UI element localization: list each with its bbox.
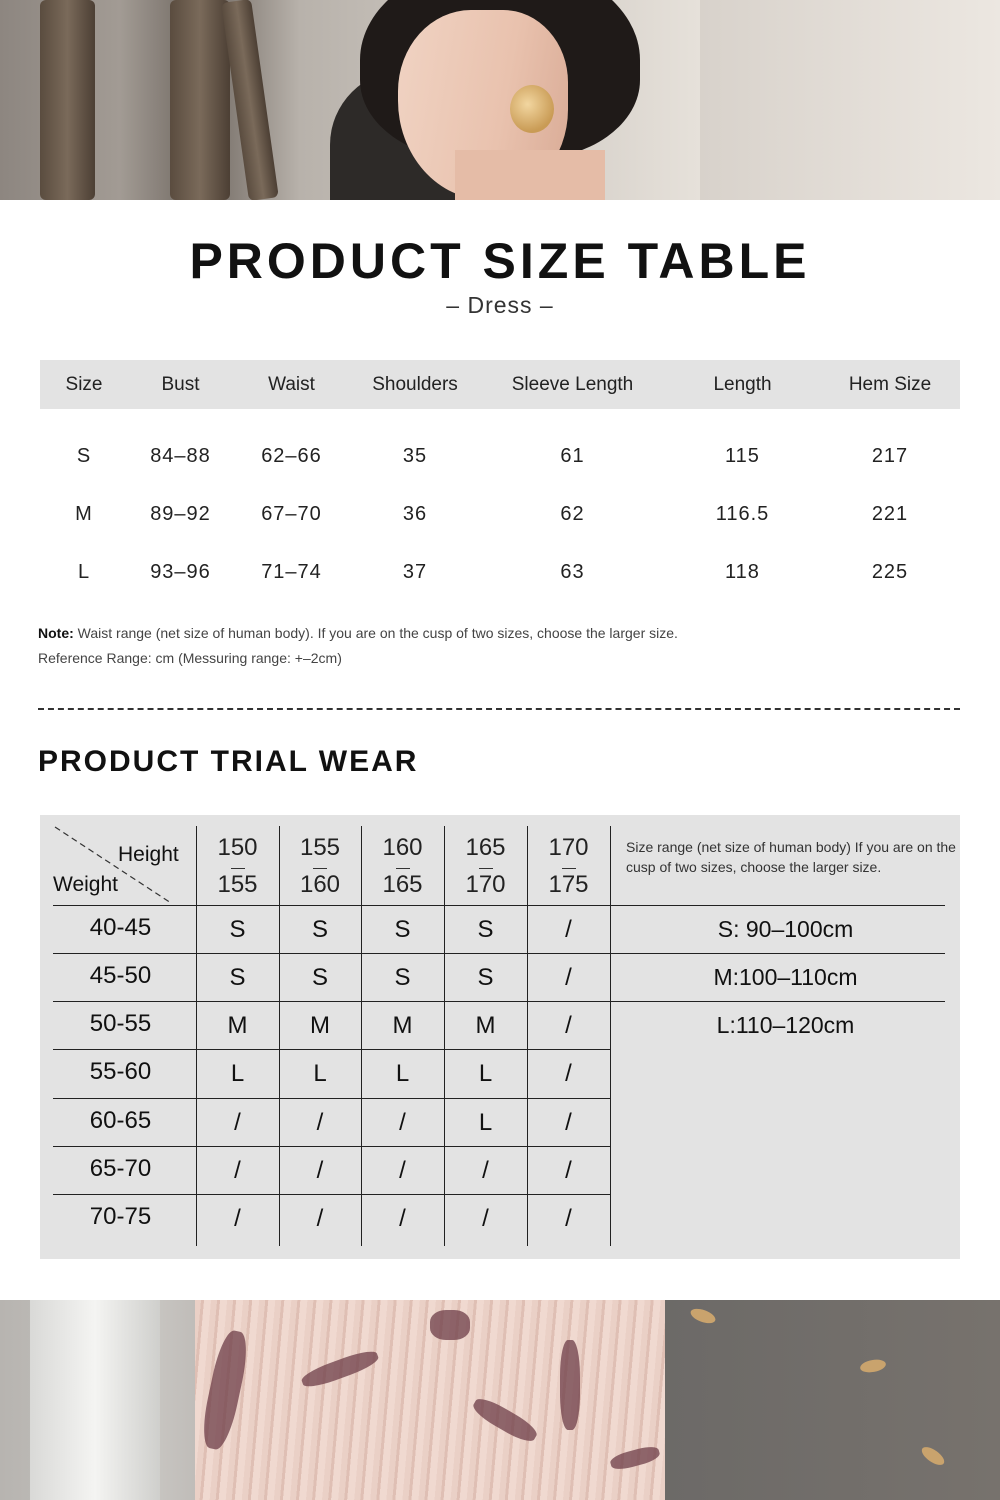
size-recommendation-cell: / <box>234 1157 241 1184</box>
bust-range-value: L:110–120cm <box>716 1012 855 1038</box>
height-range-bottom: 170 <box>465 871 506 898</box>
size-table-subtitle: – Dress – <box>446 292 554 318</box>
table-cell: 67–70 <box>261 502 322 525</box>
table-cell: 62 <box>560 502 585 525</box>
size-recommendation-cell: / <box>316 1109 324 1136</box>
size-recommendation-cell: S <box>311 916 328 943</box>
size-recommendation-cell: / <box>399 1205 406 1232</box>
height-range-bottom: 165 <box>382 871 423 898</box>
size-recommendation-cell: S <box>229 916 246 943</box>
weight-range-label: 65-70 <box>89 1155 152 1182</box>
size-recommendation-cell: L <box>230 1060 245 1087</box>
table-cell: 63 <box>560 560 585 583</box>
column-header: Hem Size <box>848 373 932 395</box>
size-recommendation-cell: / <box>482 1157 489 1184</box>
range-row-line <box>610 1001 945 1002</box>
bust-range-value: S: 90–100cm <box>717 916 854 942</box>
corner-height-label: Height <box>118 843 179 866</box>
model-photo-bottom <box>0 1300 1000 1500</box>
height-range-top: 170 <box>548 834 589 861</box>
table-cell: 84–88 <box>150 444 211 467</box>
table-cell: 118 <box>725 560 760 583</box>
weight-range-label: 45-50 <box>89 962 152 989</box>
model-photo-top <box>0 0 1000 200</box>
size-recommendation-cell: / <box>565 964 572 991</box>
table-cell: S <box>76 444 92 467</box>
size-recommendation-cell: L <box>313 1060 327 1087</box>
table-cell: 62–66 <box>261 444 322 467</box>
table-cell: 115 <box>725 444 760 467</box>
column-header: Sleeve Length <box>511 373 634 395</box>
size-recommendation-cell: / <box>565 916 572 943</box>
table-cell: 225 <box>871 560 909 583</box>
table-cell: 36 <box>402 502 428 525</box>
column-header: Bust <box>161 373 200 395</box>
size-recommendation-cell: / <box>565 1060 572 1087</box>
reference-range: Reference Range: cm (Messuring range: +–2cm) <box>38 650 342 666</box>
range-row-line <box>610 953 945 954</box>
size-table <box>40 360 960 601</box>
table-row <box>40 485 960 543</box>
height-range-bottom: 155 <box>217 871 258 898</box>
height-range-top: 160 <box>382 834 423 861</box>
section-divider <box>38 708 960 710</box>
height-range-bottom: 160 <box>299 871 341 898</box>
size-recommendation-cell: S <box>311 964 328 991</box>
size-recommendation-cell: / <box>399 1109 406 1136</box>
table-row <box>40 409 960 485</box>
range-row-line <box>610 905 945 906</box>
size-recommendation-cell: L <box>478 1060 493 1087</box>
size-recommendation-cell: S <box>229 964 246 991</box>
weight-range-label: 70-75 <box>89 1203 152 1230</box>
size-recommendation-cell: L <box>478 1109 493 1136</box>
column-header: Waist <box>268 373 315 395</box>
note-label: Note: <box>38 625 74 641</box>
weight-range-label: 55-60 <box>89 1058 152 1085</box>
size-recommendation-cell: / <box>316 1157 324 1184</box>
size-recommendation-cell: S <box>394 964 411 991</box>
height-range-top: 150 <box>217 834 258 861</box>
size-recommendation-cell: / <box>565 1012 572 1039</box>
size-table-title: PRODUCT SIZE TABLE <box>189 233 811 289</box>
column-header: Shoulders <box>372 373 458 395</box>
table-cell: 71–74 <box>261 560 322 583</box>
table-cell: 116.5 <box>715 502 770 525</box>
size-recommendation-cell: M <box>475 1012 496 1039</box>
corner-weight-label: Weight <box>53 873 118 896</box>
size-range-note: Size range (net size of human body) If you are on the cusp of two sizes, choose the larger size. <box>626 839 956 875</box>
table-cell: 37 <box>402 560 428 583</box>
column-header: Length <box>713 373 772 395</box>
size-recommendation-cell: S <box>394 916 411 943</box>
table-cell: 217 <box>871 444 909 467</box>
size-recommendation-cell: / <box>234 1205 241 1232</box>
size-recommendation-cell: / <box>316 1205 324 1232</box>
size-recommendation-cell: / <box>565 1109 572 1136</box>
trial-wear-title: PRODUCT TRIAL WEAR <box>38 745 419 778</box>
size-recommendation-cell: / <box>565 1157 572 1184</box>
size-recommendation-cell: M <box>227 1012 248 1039</box>
size-recommendation-cell: / <box>399 1157 406 1184</box>
column-header: Size <box>65 373 103 395</box>
height-range-top: 165 <box>465 834 506 861</box>
size-recommendation-cell: S <box>477 964 494 991</box>
table-cell: 35 <box>402 444 428 467</box>
weight-range-label: 50-55 <box>89 1010 152 1037</box>
table-cell: 221 <box>871 502 909 525</box>
size-recommendation-cell: M <box>392 1012 413 1039</box>
size-recommendation-cell: / <box>234 1109 241 1136</box>
size-recommendation-cell: M <box>310 1012 330 1039</box>
table-cell: L <box>77 560 91 583</box>
table-cell: 93–96 <box>150 560 211 583</box>
height-range-top: 155 <box>299 834 341 861</box>
size-recommendation-cell: / <box>482 1205 489 1232</box>
size-recommendation-cell: / <box>565 1205 572 1232</box>
table-row <box>40 543 960 601</box>
size-recommendation-cell: S <box>477 916 494 943</box>
size-note <box>38 625 678 641</box>
table-cell: 89–92 <box>150 502 211 525</box>
bust-range-value: M:100–110cm <box>713 964 858 990</box>
size-table-header-row <box>40 360 960 409</box>
weight-range-label: 60-65 <box>89 1107 152 1134</box>
size-recommendation-cell: L <box>395 1060 410 1087</box>
note-text: Waist range (net size of human body). If you are on the cusp of two sizes, choose the larger size. <box>73 625 678 641</box>
table-cell: 61 <box>560 444 585 467</box>
table-cell: M <box>75 502 93 525</box>
height-range-bottom: 175 <box>548 871 589 898</box>
weight-range-label: 40-45 <box>89 914 152 941</box>
